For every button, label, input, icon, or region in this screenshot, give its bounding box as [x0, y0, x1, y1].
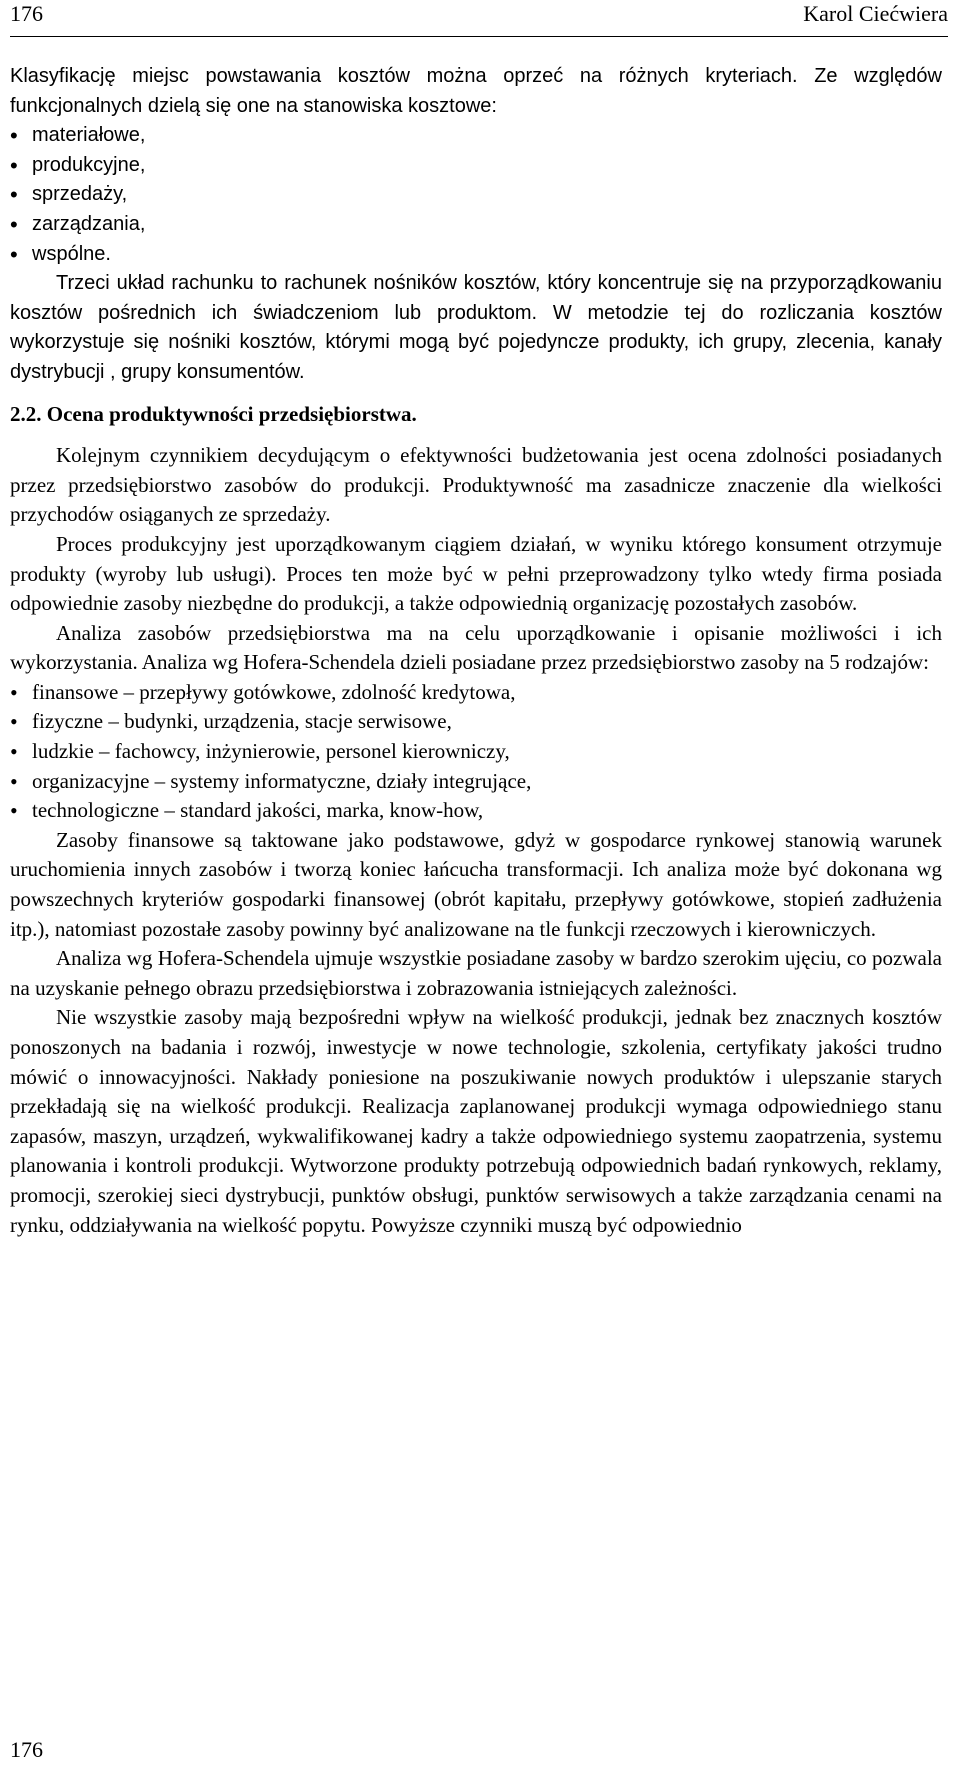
section-heading: 2.2. Ocena produktywności przedsiębiorstwa.: [10, 401, 417, 426]
list-item: • technologiczne – standard jakości, marka, know-how,: [10, 796, 942, 826]
list-item: • wspólne.: [10, 240, 942, 270]
list-item: • ludzkie – fachowcy, inżynierowie, personel kierowniczy,: [10, 737, 942, 767]
cost-carriers-paragraph: Trzeci układ rachunku to rachunek nośników kosztów, który koncentruje się na przyporządkowaniu kosztów pośrednich ich świadczeniom lub produktom. W metodzie tej do rozliczania kosztów wykorzystuje się nośniki kosztów, którymi mogą być pojedyncze produkty, ich grupy, zlecenia, kanały dystrybucji , grupy konsumentów.: [10, 272, 942, 383]
header-author: Karol Ciećwiera: [803, 1, 948, 26]
running-header: [10, 0, 948, 37]
list-item: • organizacyjne – systemy informatyczne, działy integrujące,: [10, 767, 942, 797]
list-item: • sprzedaży,: [10, 180, 942, 210]
paragraph: Analiza wg Hofera-Schendela ujmuje wszystkie posiadane zasoby w bardzo szerokim ujęciu, co pozwala na uzyskanie pełnego obrazu przedsiębiorstwa i zobrazowania istniejących zależności.: [10, 946, 942, 1000]
list-item: • zarządzania,: [10, 210, 942, 240]
paragraph: Kolejnym czynnikiem decydującym o efektywności budżetowania jest ocena zdolności posiadanych przez przedsiębiorstwo zasobów do produkcji. Produktywność ma zasadnicze znaczenie dla wielkości przychodów osiąganych ze sprzedaży.: [10, 443, 942, 527]
body-text: [10, 62, 942, 1240]
paragraph: Zasoby finansowe są taktowane jako podstawowe, gdyż w gospodarce rynkowej stanowią warunek uruchomienia innych zasobów i tworzą koniec łańcucha transformacji. Ich analiza może być dokonana wg powszechnych kryteriów gospodarki finansowej (obrót kapitału, przepływy gotówkowe, stopień zadłużenia itp.), natomiast pozostałe zasoby powinny być analizowane na tle funkcji rzeczowych i kierowniczych.: [10, 827, 942, 941]
paragraph: Nie wszystkie zasoby mają bezpośredni wpływ na wielkość produkcji, jednak bez znacznych kosztów ponoszonych na badania i rozwój, inwestycje w nowe technologie, szkolenia, certyfikaty jakości trudno mówić o innowacyjności. Nakłady poniesione na poszukiwanie nowych produktów i ulepszanie starych przekładają się na wielkość produkcji. Realizacja zaplanowanej produkcji wymaga odpowiedniego stanu zapasów, maszyn, urządzeń, wykwalifikowanej kadry a także odpowiedniego systemu zaopatrzenia, systemu planowania i kontroli produkcji. Wytworzone produkty potrzebują odpowiednich badań rynkowych, reklamy, promocji, szerokiej sieci dystrybucji, punktów obsługi, punktów serwisowych a także zarządzania cenami na rynku, oddziaływania na wielkość popytu. Powyższe czynniki muszą być odpowiednio: [10, 1005, 942, 1237]
list-item: • produkcyjne,: [10, 151, 942, 181]
footer-page-number: 176: [10, 1737, 43, 1762]
paragraph: Analiza zasobów przedsiębiorstwa ma na celu uporządkowanie i opisanie możliwości i ich wykorzystania. Analiza wg Hofera-Schendela dzieli posiadane przez przedsiębiorstwo zasoby na 5 rodzajów:: [10, 620, 942, 675]
intro-paragraph: Klasyfikację miejsc powstawania kosztów można oprzeć na różnych kryteriach. Ze względów funkcjonalnych dzielą się one na stanowiska kosztowe:: [10, 65, 942, 117]
header-page-number: 176: [10, 1, 43, 26]
list-item: • materiałowe,: [10, 121, 942, 151]
list-item: • fizyczne – budynki, urządzenia, stacje serwisowe,: [10, 707, 942, 737]
resources-list: [10, 678, 942, 826]
list-item: • finansowe – przepływy gotówkowe, zdolność kredytowa,: [10, 678, 942, 708]
paragraph: Proces produkcyjny jest uporządkowanym ciągiem działań, w wyniku którego konsument otrzymuje produkty (wyroby lub usługi). Proces ten może być w pełni przeprowadzony tylko wtedy firma posiada odpowiednie zasoby niezbędne do produkcji, a także odpowiednią organizację pozostałych zasobów.: [10, 531, 942, 616]
cost-centers-list: [10, 121, 942, 269]
